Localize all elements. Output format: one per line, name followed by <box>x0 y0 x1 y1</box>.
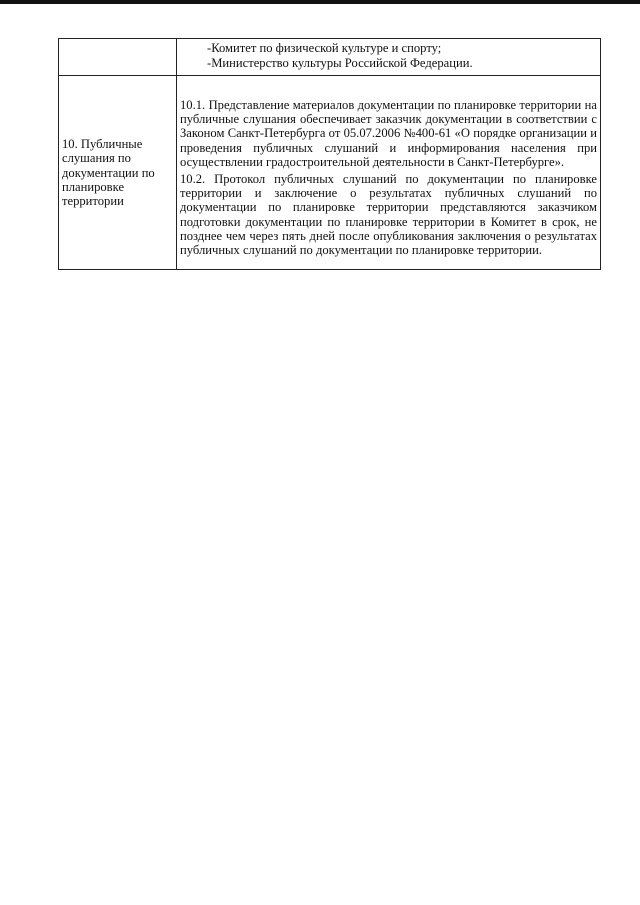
table-cell-empty <box>59 39 177 76</box>
list-item: -Министерство культуры Российской Федерации. <box>207 55 473 70</box>
section-body-cell <box>177 76 601 270</box>
table-cell-bodies-list <box>177 39 601 76</box>
section-heading-cell: 10. Публичные слушания по документации по планировке территории <box>59 76 177 270</box>
top-border-line <box>0 0 640 4</box>
list-item: -Комитет по физической культуре и спорту; <box>207 41 442 55</box>
table-row <box>59 39 601 76</box>
paragraph-10-1: 10.1. Представление материалов документации по планировке территории на публичные слушания обеспечивает заказчик документации в соответствии с Законом Санкт-Петербурга от 05.07.2006 №400-61 «О порядке организации и проведения публичных слушаний и информирования населения при осуществлении градостроительной деятельности в Санкт-Петербурге». <box>180 98 597 169</box>
document-table <box>58 38 601 270</box>
paragraph-10-2: 10.2. Протокол публичных слушаний по документации по планировке территории и заключение о результатах публичных слушаний по документации по планировке территории представляются заказчиком подготовки документации по планировке территории в Комитет в срок, не позднее чем через пять дней после опубликования заключения о результатах публичных слушаний по документации по планировке территории. <box>180 172 597 258</box>
table-row <box>59 76 601 270</box>
